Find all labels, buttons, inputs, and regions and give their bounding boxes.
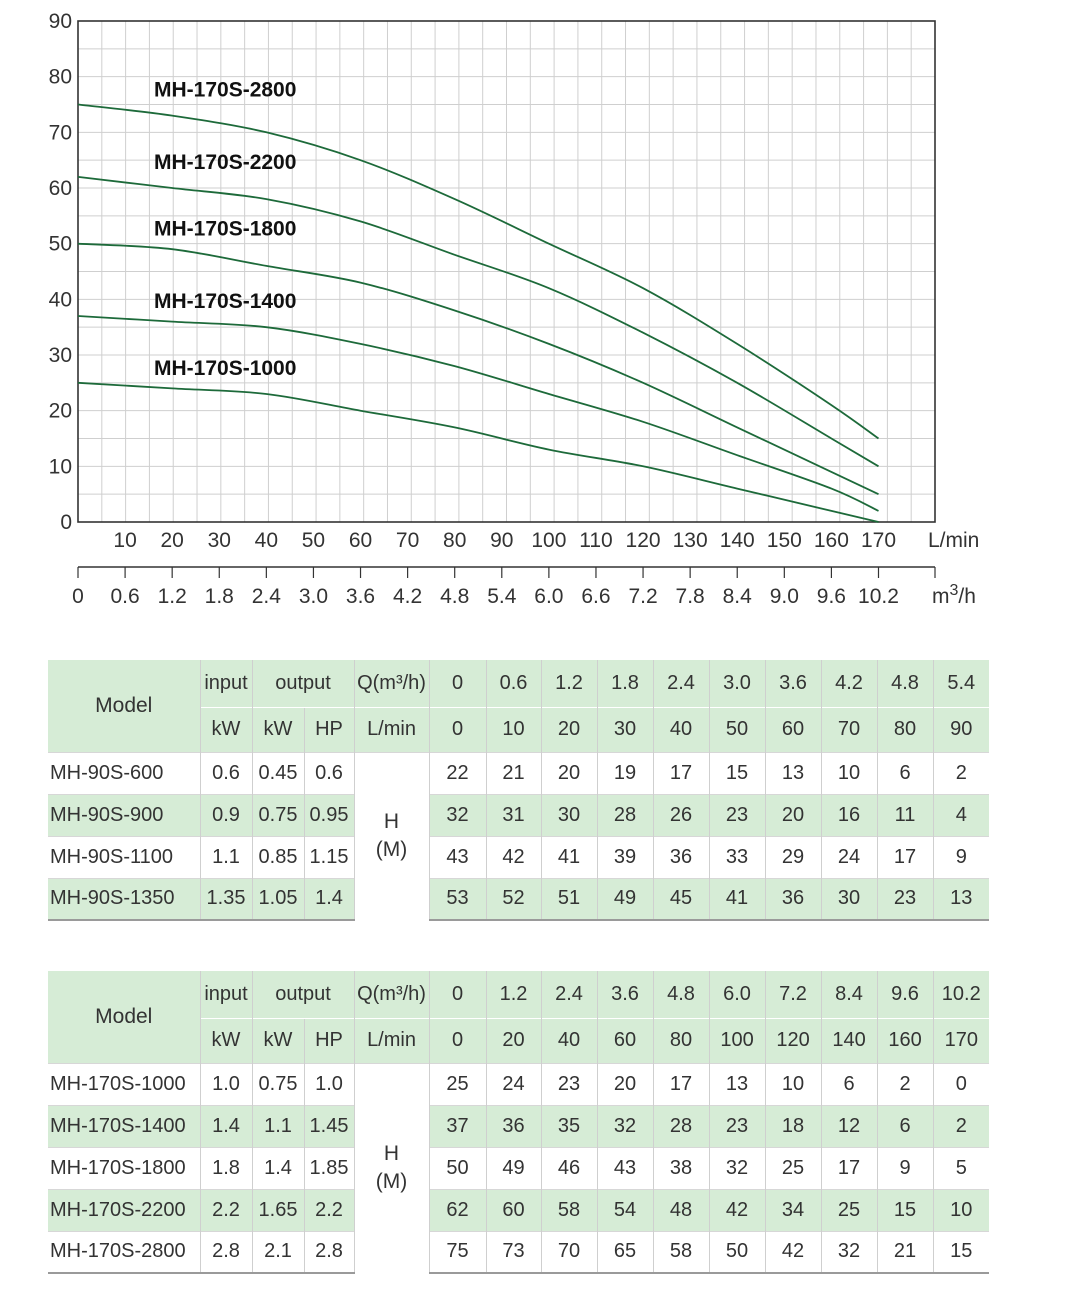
x-tick-label: 150 bbox=[766, 529, 802, 552]
x2-tick-label: 8.4 bbox=[722, 585, 752, 608]
q-header: Q(m³/h) bbox=[354, 660, 429, 707]
table-row bbox=[48, 1231, 989, 1273]
head-value: 21 bbox=[877, 1231, 933, 1273]
model-name: MH-90S-600 bbox=[48, 752, 200, 794]
input-kw: 0.9 bbox=[200, 794, 252, 836]
head-value: 2 bbox=[877, 1063, 933, 1105]
q-value: 4.8 bbox=[877, 660, 933, 707]
output-header: output bbox=[252, 971, 354, 1018]
q-header: Q(m³/h) bbox=[354, 971, 429, 1018]
head-value: 36 bbox=[653, 836, 709, 878]
lmin-value: 60 bbox=[597, 1018, 653, 1063]
output-hp-header: HP bbox=[304, 707, 354, 752]
head-value: 36 bbox=[486, 1105, 541, 1147]
input-kw: 1.0 bbox=[200, 1063, 252, 1105]
head-value: 19 bbox=[597, 752, 653, 794]
table-row bbox=[48, 1063, 989, 1105]
head-value: 6 bbox=[877, 1105, 933, 1147]
head-value: 15 bbox=[877, 1189, 933, 1231]
q-value: 1.8 bbox=[597, 660, 653, 707]
lmin-value: 20 bbox=[486, 1018, 541, 1063]
head-value: 43 bbox=[597, 1147, 653, 1189]
head-value: 58 bbox=[653, 1231, 709, 1273]
head-value: 17 bbox=[877, 836, 933, 878]
lmin-value: 160 bbox=[877, 1018, 933, 1063]
output-kw-header: kW bbox=[252, 1018, 304, 1063]
series-label: MH-170S-1000 bbox=[154, 356, 297, 380]
x2-tick-label: 7.8 bbox=[675, 585, 705, 608]
table-row bbox=[48, 794, 989, 836]
head-value: 32 bbox=[709, 1147, 765, 1189]
lmin-value: 10 bbox=[486, 707, 541, 752]
head-value: 25 bbox=[821, 1189, 877, 1231]
input-kw: 1.1 bbox=[200, 836, 252, 878]
head-value: 62 bbox=[429, 1189, 486, 1231]
head-value: 33 bbox=[709, 836, 765, 878]
head-value: 15 bbox=[933, 1231, 989, 1273]
q-value: 0 bbox=[429, 660, 486, 707]
head-value: 13 bbox=[709, 1063, 765, 1105]
y-tick-label: 40 bbox=[48, 288, 72, 312]
head-label-unit: (M) bbox=[375, 1170, 408, 1194]
table-row bbox=[48, 1147, 989, 1189]
head-value: 20 bbox=[597, 1063, 653, 1105]
head-value: 32 bbox=[821, 1231, 877, 1273]
lmin-header: L/min bbox=[354, 1018, 429, 1063]
lmin-value: 80 bbox=[877, 707, 933, 752]
head-label-h: H bbox=[383, 1142, 400, 1166]
x-tick-label: 20 bbox=[160, 529, 184, 552]
x-tick-label: 160 bbox=[813, 529, 849, 552]
q-value: 3.6 bbox=[597, 971, 653, 1018]
x2-tick-label: 4.2 bbox=[393, 585, 423, 608]
output-kw: 1.65 bbox=[252, 1189, 304, 1231]
q-value: 1.2 bbox=[486, 971, 541, 1018]
head-value: 75 bbox=[429, 1231, 486, 1273]
lmin-value: 120 bbox=[765, 1018, 821, 1063]
head-value: 30 bbox=[821, 878, 877, 920]
output-kw: 1.1 bbox=[252, 1105, 304, 1147]
table-row bbox=[48, 878, 989, 920]
head-value: 24 bbox=[486, 1063, 541, 1105]
y-tick-label: 70 bbox=[48, 121, 72, 145]
q-value: 4.2 bbox=[821, 660, 877, 707]
y-tick-label: 50 bbox=[48, 232, 72, 256]
head-value: 23 bbox=[709, 1105, 765, 1147]
head-value: 15 bbox=[709, 752, 765, 794]
x-tick-label: 10 bbox=[113, 529, 137, 552]
head-label bbox=[354, 1063, 429, 1273]
head-value: 23 bbox=[709, 794, 765, 836]
x2-tick-label: 4.8 bbox=[440, 585, 470, 608]
x2-tick-label: 1.2 bbox=[157, 585, 187, 608]
q-value: 4.8 bbox=[653, 971, 709, 1018]
head-value: 24 bbox=[821, 836, 877, 878]
head-value: 35 bbox=[541, 1105, 597, 1147]
pump-performance-chart bbox=[0, 0, 1080, 620]
spec-table-mh-170s bbox=[48, 971, 989, 1274]
output-hp: 2.8 bbox=[304, 1231, 354, 1273]
head-value: 42 bbox=[486, 836, 541, 878]
lmin-value: 40 bbox=[653, 707, 709, 752]
output-header: output bbox=[252, 660, 354, 707]
head-value: 53 bbox=[429, 878, 486, 920]
x-tick-label: 60 bbox=[348, 529, 373, 552]
head-value: 2 bbox=[933, 752, 989, 794]
x2-tick-label: 6.0 bbox=[534, 585, 564, 608]
model-name: MH-170S-1000 bbox=[48, 1063, 200, 1105]
head-value: 43 bbox=[429, 836, 486, 878]
lmin-value: 50 bbox=[709, 707, 765, 752]
y-tick-label: 30 bbox=[48, 344, 72, 367]
head-value: 49 bbox=[597, 878, 653, 920]
head-value: 42 bbox=[709, 1189, 765, 1231]
q-value: 3.6 bbox=[765, 660, 821, 707]
head-value: 54 bbox=[597, 1189, 653, 1231]
head-value: 0 bbox=[933, 1063, 989, 1105]
x2-tick-label: 2.4 bbox=[251, 585, 281, 608]
q-value: 7.2 bbox=[765, 971, 821, 1018]
y-tick-label: 0 bbox=[60, 511, 72, 534]
table-row bbox=[48, 1105, 989, 1147]
x2-tick-label: 9.0 bbox=[769, 585, 799, 608]
head-value: 49 bbox=[486, 1147, 541, 1189]
input-kw: 2.8 bbox=[200, 1231, 252, 1273]
output-kw: 1.05 bbox=[252, 878, 304, 920]
x-tick-label: 140 bbox=[719, 529, 755, 552]
head-value: 11 bbox=[877, 794, 933, 836]
output-hp: 1.15 bbox=[304, 836, 354, 878]
x-axis-label-m3h: $m^3/h$ bbox=[932, 582, 976, 608]
head-value: 39 bbox=[597, 836, 653, 878]
head-value: 45 bbox=[653, 878, 709, 920]
x-tick-label: 170 bbox=[860, 529, 897, 552]
head-value: 29 bbox=[765, 836, 821, 878]
head-value: 52 bbox=[486, 878, 541, 920]
x2-tick-label: 3.6 bbox=[345, 585, 376, 608]
head-value: 4 bbox=[933, 794, 989, 836]
model-name: MH-90S-900 bbox=[48, 794, 200, 836]
head-value: 21 bbox=[486, 752, 541, 794]
head-value: 46 bbox=[541, 1147, 597, 1189]
lmin-value: 70 bbox=[821, 707, 877, 752]
x-tick-label: 40 bbox=[254, 529, 279, 552]
head-value: 10 bbox=[765, 1063, 821, 1105]
head-value: 34 bbox=[765, 1189, 821, 1231]
head-value: 17 bbox=[653, 752, 709, 794]
head-value: 41 bbox=[541, 836, 597, 878]
lmin-value: 100 bbox=[709, 1018, 765, 1063]
x2-tick-label: 9.6 bbox=[816, 585, 847, 608]
x-tick-label: 130 bbox=[672, 529, 708, 552]
lmin-value: 90 bbox=[933, 707, 989, 752]
lmin-value: 0 bbox=[429, 707, 486, 752]
head-label-unit: (M) bbox=[375, 838, 408, 862]
head-value: 37 bbox=[429, 1105, 486, 1147]
output-kw: 2.1 bbox=[252, 1231, 304, 1273]
q-value: 10.2 bbox=[933, 971, 989, 1018]
q-value: 0 bbox=[429, 971, 486, 1018]
output-kw: 0.75 bbox=[252, 1063, 304, 1105]
spec-table-mh-90s bbox=[48, 660, 989, 921]
head-value: 17 bbox=[821, 1147, 877, 1189]
table-row bbox=[48, 836, 989, 878]
lmin-value: 60 bbox=[765, 707, 821, 752]
input-header: input bbox=[200, 660, 252, 707]
head-value: 9 bbox=[877, 1147, 933, 1189]
head-value: 18 bbox=[765, 1105, 821, 1147]
q-value: 0.6 bbox=[486, 660, 541, 707]
lmin-value: 170 bbox=[933, 1018, 989, 1063]
series-label: MH-170S-1400 bbox=[154, 290, 297, 314]
x2-tick-label: 0 bbox=[72, 585, 84, 608]
head-label bbox=[354, 752, 429, 920]
head-value: 23 bbox=[877, 878, 933, 920]
output-hp: 2.2 bbox=[304, 1189, 354, 1231]
y-tick-label: 90 bbox=[48, 10, 72, 33]
x2-tick-label: 5.4 bbox=[487, 585, 517, 608]
output-kw-header: kW bbox=[252, 707, 304, 752]
head-value: 30 bbox=[541, 794, 597, 836]
head-value: 31 bbox=[486, 794, 541, 836]
y-tick-label: 10 bbox=[48, 455, 72, 479]
head-value: 16 bbox=[821, 794, 877, 836]
model-header: Model bbox=[48, 660, 200, 752]
head-value: 25 bbox=[765, 1147, 821, 1189]
head-value: 2 bbox=[933, 1105, 989, 1147]
head-label-h: H bbox=[383, 810, 400, 834]
head-value: 23 bbox=[541, 1063, 597, 1105]
x2-tick-label: 7.2 bbox=[628, 585, 658, 608]
output-kw: 0.45 bbox=[252, 752, 304, 794]
output-hp: 1.85 bbox=[304, 1147, 354, 1189]
x2-tick-label: 1.8 bbox=[204, 585, 234, 608]
x2-tick-label: 10.2 bbox=[858, 585, 899, 608]
head-value: 58 bbox=[541, 1189, 597, 1231]
head-value: 48 bbox=[653, 1189, 709, 1231]
x2-tick-label: 3.0 bbox=[298, 585, 329, 608]
x-tick-label: 70 bbox=[395, 529, 420, 552]
header-row-flow bbox=[48, 660, 989, 707]
head-value: 32 bbox=[429, 794, 486, 836]
head-value: 10 bbox=[933, 1189, 989, 1231]
input-kw: 2.2 bbox=[200, 1189, 252, 1231]
y-tick-label: 80 bbox=[48, 65, 72, 89]
x-tick-label: 110 bbox=[579, 529, 613, 552]
model-name: MH-170S-1800 bbox=[48, 1147, 200, 1189]
output-hp: 0.95 bbox=[304, 794, 354, 836]
output-kw: 1.4 bbox=[252, 1147, 304, 1189]
head-value: 73 bbox=[486, 1231, 541, 1273]
q-value: 3.0 bbox=[709, 660, 765, 707]
input-kw-header: kW bbox=[200, 707, 252, 752]
head-value: 38 bbox=[653, 1147, 709, 1189]
table-row bbox=[48, 752, 989, 794]
output-hp: 0.6 bbox=[304, 752, 354, 794]
input-kw: 1.8 bbox=[200, 1147, 252, 1189]
head-value: 41 bbox=[709, 878, 765, 920]
chart-svg bbox=[0, 0, 1080, 620]
head-value: 70 bbox=[541, 1231, 597, 1273]
x-axis-label-lmin: L/min bbox=[928, 529, 980, 552]
head-value: 6 bbox=[877, 752, 933, 794]
x-tick-label: 100 bbox=[531, 529, 567, 552]
q-value: 9.6 bbox=[877, 971, 933, 1018]
x2-tick-label: 6.6 bbox=[581, 585, 611, 608]
output-hp: 1.0 bbox=[304, 1063, 354, 1105]
q-value: 5.4 bbox=[933, 660, 989, 707]
model-name: MH-170S-1400 bbox=[48, 1105, 200, 1147]
head-value: 60 bbox=[486, 1189, 541, 1231]
lmin-value: 40 bbox=[541, 1018, 597, 1063]
input-kw-header: kW bbox=[200, 1018, 252, 1063]
model-name: MH-90S-1350 bbox=[48, 878, 200, 920]
head-value: 20 bbox=[541, 752, 597, 794]
y-tick-label: 60 bbox=[48, 177, 72, 200]
lmin-value: 20 bbox=[541, 707, 597, 752]
head-value: 13 bbox=[765, 752, 821, 794]
head-value: 12 bbox=[821, 1105, 877, 1147]
head-value: 20 bbox=[765, 794, 821, 836]
header-row-flow bbox=[48, 971, 989, 1018]
model-header: Model bbox=[48, 971, 200, 1063]
series-label: MH-170S-2200 bbox=[154, 150, 297, 174]
table-row bbox=[48, 1189, 989, 1231]
x-tick-label: 30 bbox=[207, 529, 231, 552]
head-value: 32 bbox=[597, 1105, 653, 1147]
head-value: 10 bbox=[821, 752, 877, 794]
head-value: 28 bbox=[597, 794, 653, 836]
q-value: 6.0 bbox=[709, 971, 765, 1018]
x-tick-label: 120 bbox=[625, 529, 661, 552]
head-value: 22 bbox=[429, 752, 486, 794]
q-value: 8.4 bbox=[821, 971, 877, 1018]
q-value: 2.4 bbox=[653, 660, 709, 707]
y-tick-label: 20 bbox=[48, 399, 72, 423]
head-value: 26 bbox=[653, 794, 709, 836]
head-value: 42 bbox=[765, 1231, 821, 1273]
output-hp: 1.4 bbox=[304, 878, 354, 920]
lmin-value: 140 bbox=[821, 1018, 877, 1063]
output-kw: 0.75 bbox=[252, 794, 304, 836]
head-value: 25 bbox=[429, 1063, 486, 1105]
x-tick-label: 50 bbox=[301, 529, 326, 552]
lmin-header: L/min bbox=[354, 707, 429, 752]
head-value: 51 bbox=[541, 878, 597, 920]
input-kw: 0.6 bbox=[200, 752, 252, 794]
x2-tick-label: 0.6 bbox=[110, 585, 140, 608]
input-kw: 1.35 bbox=[200, 878, 252, 920]
head-value: 6 bbox=[821, 1063, 877, 1105]
head-value: 9 bbox=[933, 836, 989, 878]
head-value: 17 bbox=[653, 1063, 709, 1105]
head-value: 50 bbox=[429, 1147, 486, 1189]
model-name: MH-170S-2800 bbox=[48, 1231, 200, 1273]
output-hp: 1.45 bbox=[304, 1105, 354, 1147]
q-value: 1.2 bbox=[541, 660, 597, 707]
lmin-value: 80 bbox=[653, 1018, 709, 1063]
x-tick-label: 90 bbox=[490, 529, 514, 552]
curve-mh-170s-1400 bbox=[78, 316, 879, 511]
lmin-value: 30 bbox=[597, 707, 653, 752]
head-value: 65 bbox=[597, 1231, 653, 1273]
head-value: 13 bbox=[933, 878, 989, 920]
q-value: 2.4 bbox=[541, 971, 597, 1018]
head-value: 5 bbox=[933, 1147, 989, 1189]
x-tick-label: 80 bbox=[443, 529, 467, 552]
curve-mh-170s-1000 bbox=[78, 383, 879, 522]
output-hp-header: HP bbox=[304, 1018, 354, 1063]
head-value: 36 bbox=[765, 878, 821, 920]
head-value: 28 bbox=[653, 1105, 709, 1147]
model-name: MH-90S-1100 bbox=[48, 836, 200, 878]
series-label: MH-170S-2800 bbox=[154, 78, 297, 102]
model-name: MH-170S-2200 bbox=[48, 1189, 200, 1231]
input-header: input bbox=[200, 971, 252, 1018]
series-label: MH-170S-1800 bbox=[154, 217, 297, 241]
head-value: 50 bbox=[709, 1231, 765, 1273]
lmin-value: 0 bbox=[429, 1018, 486, 1063]
output-kw: 0.85 bbox=[252, 836, 304, 878]
input-kw: 1.4 bbox=[200, 1105, 252, 1147]
